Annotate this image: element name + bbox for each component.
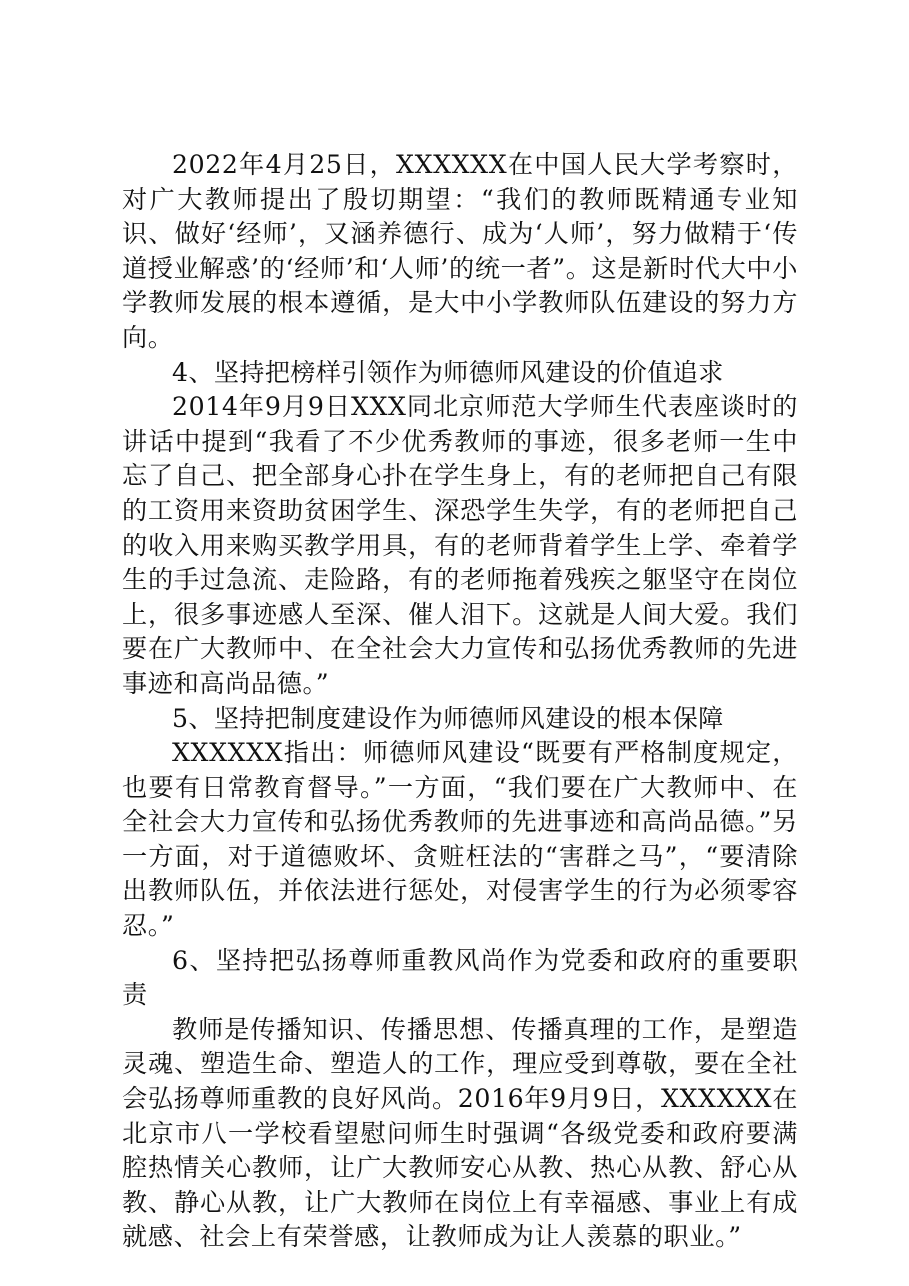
section-heading-5: 5、坚持把制度建设作为师德师风建设的根本保障 <box>172 703 724 733</box>
section-heading-6: 6、坚持把弘扬尊师重教风尚作为党委和政府的重要职责 <box>122 945 798 1010</box>
paragraph-section-5: XXXXXX指出：师德师风建设“既要有严格制度规定，也要有日常教育督导。”一方面，“我们要在广大教师中、在全社会大力宣传和弘扬优秀教师的先进事迹和高尚品德。”另一方面，对于道德败坏、贪赃枉法的“害群之马”，“要清除出教师队伍，并依法进行惩处，对侵害学生的行为必须零容忍。” <box>122 738 798 941</box>
paragraph-section-4: 2014年9月9日XXX同北京师范大学师生代表座谈时的讲话中提到“我看了不少优秀教师的事迹，很多老师一生中忘了自己、把全部身心扑在学生身上，有的老师把自己有限的工资用来资助贫困学生、深恐学生失学，有的老师把自己的收入用来购买教学用具，有的老师背着学生上学、牵着学生的手过急流、走险路，有的老师拖着残疾之躯坚守在岗位上，很多事迹感人至深、催人泪下。这就是人间大爱。我们要在广大教师中、在全社会大力宣传和弘扬优秀教师的先进事迹和高尚品德。” <box>122 392 798 698</box>
paragraph-section-6: 教师是传播知识、传播思想、传播真理的工作，是塑造灵魂、塑造生命、塑造人的工作，理应受到尊敬，要在全社会弘扬尊师重教的良好风尚。2016年9月9日，XXXXXX在北京市八一学校看望慰问师生时强调“各级党委和政府要满腔热情关心教师，让广大教师安心从教、热心从教、舒心从教、静心从教，让广大教师在岗位上有幸福感、事业上有成就感、社会上有荣誉感，让教师成为让人羡慕的职业。” <box>122 1014 798 1252</box>
paragraph-intro: 2022年4月25日，XXXXXX在中国人民大学考察时，对广大教师提出了殷切期望：“我们的教师既精通专业知识、做好‘经师’，又涵养德行、成为‘人师’，努力做精于‘传道授业解惑’的‘经师’和‘人师’的统一者”。这是新时代大中小学教师发展的根本遵循，是大中小学教师队伍建设的努力方向。 <box>122 150 798 352</box>
document-body <box>122 148 798 1255</box>
section-heading-4: 4、坚持把榜样引领作为师德师风建设的价值追求 <box>172 357 724 387</box>
